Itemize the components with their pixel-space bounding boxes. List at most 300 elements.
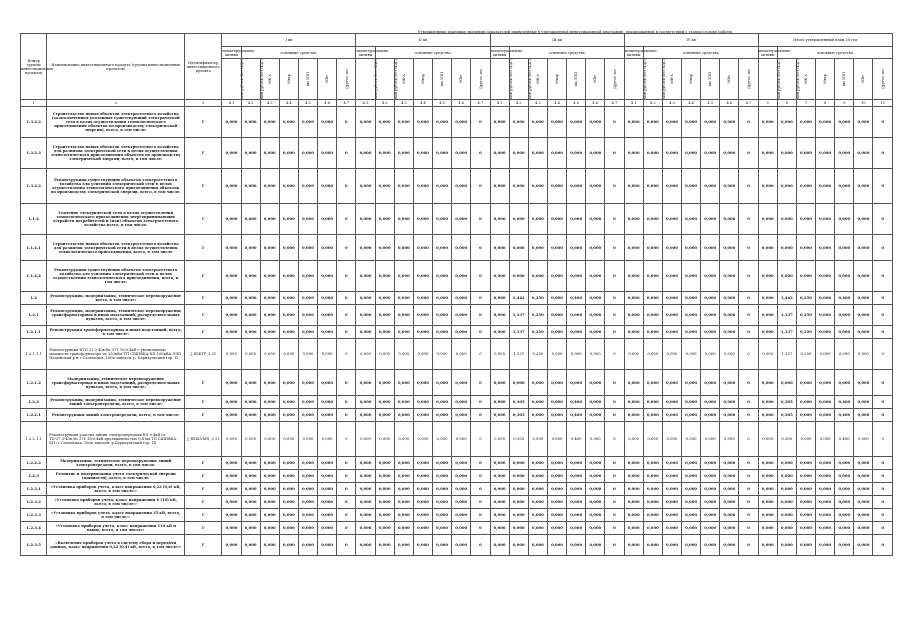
row-value-cell: 0,000 xyxy=(624,305,643,326)
row-value-cell: 0,000 xyxy=(816,409,835,422)
header-unit-label: МВ·А xyxy=(669,74,674,84)
row-value-cell: 0 xyxy=(739,422,758,457)
header-unit-label: млн рублей (без НДС) xyxy=(661,59,666,99)
row-value-cell: 0,000 xyxy=(394,483,413,496)
row-value-cell: 0 xyxy=(337,204,356,235)
row-value-cell: 0 xyxy=(471,339,490,370)
header-unit xyxy=(605,59,624,100)
row-value-cell: 0,000 xyxy=(682,107,701,138)
row-value-cell: 0,000 xyxy=(758,457,777,470)
row-value-cell: 0,000 xyxy=(318,261,337,292)
row-value-cell: 0,000 xyxy=(528,370,547,396)
column-index: 4.4 xyxy=(279,100,298,107)
row-value-cell: 0,000 xyxy=(356,509,375,522)
header-unit-label: Другое, шт xyxy=(881,69,886,89)
row-value-cell: 0,000 xyxy=(356,409,375,422)
column-index: 4.6 xyxy=(720,100,739,107)
row-value-cell: 0 xyxy=(337,422,356,457)
row-value-cell: 0 xyxy=(739,483,758,496)
row-value-cell: 0,000 xyxy=(586,509,605,522)
row-value-cell: 0,000 xyxy=(662,261,681,292)
row-value-cell: 0,000 xyxy=(547,107,566,138)
row-value-cell: 0,000 xyxy=(567,169,586,204)
row-value-cell: 0,000 xyxy=(375,509,394,522)
row-value-cell: 0,000 xyxy=(796,261,815,292)
row-value-cell: 0,000 xyxy=(586,496,605,509)
row-value-cell: 0 xyxy=(873,339,893,370)
row-value-cell: 0,000 xyxy=(567,483,586,496)
row-value-cell: 0,000 xyxy=(816,483,835,496)
header-unit-label: км ЛЭП xyxy=(842,71,847,87)
row-value-cell: 0 xyxy=(471,457,490,470)
row-value-cell: 0,000 xyxy=(413,422,432,457)
row-value-cell: 0,000 xyxy=(701,483,720,496)
row-value-cell: 0,000 xyxy=(318,292,337,305)
row-value-cell: 0,000 xyxy=(279,138,298,169)
row-value-cell: 0,000 xyxy=(394,470,413,483)
row-value-cell: 0,000 xyxy=(356,522,375,535)
row-value-cell: 0,000 xyxy=(777,509,796,522)
row-value-cell: 0,000 xyxy=(452,292,471,305)
row-value-cell: 0,250 xyxy=(528,305,547,326)
row-value-cell: 0,000 xyxy=(260,522,279,535)
row-value-cell: 0,000 xyxy=(816,422,835,457)
table-row xyxy=(21,339,893,370)
row-value-cell: 0,000 xyxy=(624,326,643,339)
row-value-cell: 0,000 xyxy=(567,522,586,535)
row-value-cell: 0 xyxy=(605,169,624,204)
row-value-cell: 0 xyxy=(337,370,356,396)
row-value-cell: 0,000 xyxy=(758,292,777,305)
row-value-cell: 0,000 xyxy=(433,457,452,470)
row-value-cell: 0,000 xyxy=(624,470,643,483)
column-index: 9 xyxy=(835,100,854,107)
row-value-cell: 0,000 xyxy=(433,496,452,509)
column-index: 4.2 xyxy=(375,100,394,107)
row-value-cell: 0,000 xyxy=(816,292,835,305)
row-value-cell: 0,000 xyxy=(662,496,681,509)
row-project-name: «Установка приборов учета, класс напряжения 110 кВ и выше, всего, в том числе:» xyxy=(47,522,185,535)
row-value-cell: 0,000 xyxy=(643,370,662,396)
table-row xyxy=(21,169,893,204)
column-index: 4.6 xyxy=(452,100,471,107)
row-value-cell: 0,000 xyxy=(835,261,854,292)
row-value-cell: 0 xyxy=(873,305,893,326)
row-value-cell: 0,000 xyxy=(758,409,777,422)
row-value-cell: 0 xyxy=(471,305,490,326)
row-value-cell: 0,000 xyxy=(758,138,777,169)
column-index: 4.1 xyxy=(624,100,643,107)
row-value-cell: 0,000 xyxy=(452,204,471,235)
row-project-name: Реконструкция, модернизация, техническое перевооружение всего, в том числе: xyxy=(47,292,185,305)
row-value-cell: 0,000 xyxy=(452,339,471,370)
row-value-cell: 0,000 xyxy=(433,292,452,305)
row-value-cell: 0,000 xyxy=(356,396,375,409)
row-value-cell: 0 xyxy=(605,457,624,470)
header-unit-label: млн рублей (без НДС) xyxy=(776,59,781,99)
row-value-cell: 0,000 xyxy=(682,292,701,305)
row-project-id: Г xyxy=(185,107,222,138)
row-value-cell: 0,000 xyxy=(394,496,413,509)
row-value-cell: 0,000 xyxy=(682,235,701,261)
row-value-cell: 0,000 xyxy=(241,457,260,470)
row-value-cell: 0,000 xyxy=(586,169,605,204)
row-value-cell: 0,000 xyxy=(777,261,796,292)
column-index: 4.3 xyxy=(662,100,681,107)
row-value-cell: 0 xyxy=(739,138,758,169)
row-value-cell: 0,000 xyxy=(279,339,298,370)
row-value-cell: 0,000 xyxy=(547,422,566,457)
row-value-cell: 0 xyxy=(873,509,893,522)
row-value-cell: 0,000 xyxy=(433,509,452,522)
column-index: 2 xyxy=(47,100,185,107)
row-value-cell: 0,000 xyxy=(528,107,547,138)
row-value-cell: 0,000 xyxy=(758,522,777,535)
row-value-cell: 0,000 xyxy=(567,235,586,261)
row-value-cell: 0,000 xyxy=(662,305,681,326)
row-value-cell: 0,000 xyxy=(375,339,394,370)
row-value-cell: 0,000 xyxy=(835,326,854,339)
row-project-id: Г xyxy=(185,496,222,509)
row-value-cell: 0,000 xyxy=(567,204,586,235)
row-value-cell: 0 xyxy=(605,496,624,509)
row-value-cell: 0,000 xyxy=(796,509,815,522)
row-value-cell: 0,000 xyxy=(318,305,337,326)
row-value-cell: 0,000 xyxy=(490,396,509,409)
header-unit xyxy=(739,59,758,100)
column-index: 4.1 xyxy=(490,100,509,107)
row-value-cell: 0,250 xyxy=(796,292,815,305)
header-unit xyxy=(471,59,490,100)
row-number: 1.2.1.2 xyxy=(21,370,47,396)
row-value-cell: 0,000 xyxy=(567,138,586,169)
row-value-cell: 0,000 xyxy=(567,509,586,522)
row-value-cell: 0,000 xyxy=(643,326,662,339)
row-value-cell: 0,000 xyxy=(222,457,241,470)
row-value-cell: 0 xyxy=(605,305,624,326)
row-value-cell: 0,000 xyxy=(490,235,509,261)
row-value-cell: 0,000 xyxy=(816,235,835,261)
column-index: 5 xyxy=(758,100,777,107)
row-project-name: Строительство новых объектов электросетевого хозяйства для развития электрической сети в целях осуществления технологического присоединения, всего, в том числе xyxy=(47,235,185,261)
row-value-cell: 0,000 xyxy=(777,204,796,235)
header-unit-label: млн рублей (без НДС) xyxy=(374,59,379,99)
row-value-cell: 0,000 xyxy=(816,370,835,396)
row-value-cell: 0,000 xyxy=(279,204,298,235)
row-value-cell: 0,000 xyxy=(720,496,739,509)
header-unit xyxy=(720,59,739,100)
row-value-cell: 0,000 xyxy=(241,396,260,409)
row-number: 1.2.3.1 xyxy=(21,483,47,496)
row-value-cell: 0,000 xyxy=(260,292,279,305)
row-project-name: Модернизация, техническое перевооружение трансформаторных и иных подстанций, распределительных пунктов, всего, в том числе: xyxy=(47,370,185,396)
row-number: 1.2.2 xyxy=(21,396,47,409)
header-unit-label: МВт xyxy=(325,75,330,83)
row-value-cell: 0,000 xyxy=(816,339,835,370)
row-value-cell: 0,000 xyxy=(222,305,241,326)
row-value-cell: 0,000 xyxy=(528,470,547,483)
row-value-cell: 0,000 xyxy=(701,409,720,422)
header-unit xyxy=(816,59,835,100)
row-value-cell: 0,000 xyxy=(452,169,471,204)
row-value-cell: 0,000 xyxy=(854,509,873,522)
row-value-cell: 0,000 xyxy=(835,204,854,235)
row-value-cell: 0,000 xyxy=(318,169,337,204)
row-value-cell: 0,000 xyxy=(433,409,452,422)
row-value-cell: 0,000 xyxy=(241,483,260,496)
row-value-cell: 0 xyxy=(337,292,356,305)
row-value-cell: 0,000 xyxy=(758,370,777,396)
row-value-cell: 0,000 xyxy=(701,204,720,235)
table-row xyxy=(21,292,893,305)
table-header xyxy=(21,34,893,107)
row-value-cell: 0,000 xyxy=(318,470,337,483)
row-value-cell: 0,000 xyxy=(777,522,796,535)
column-index: 6 xyxy=(777,100,796,107)
row-value-cell: 0,000 xyxy=(758,261,777,292)
row-value-cell: 0,000 xyxy=(222,409,241,422)
row-value-cell: 0,000 xyxy=(682,169,701,204)
row-value-cell: 0,000 xyxy=(490,409,509,422)
row-value-cell: 0,000 xyxy=(835,522,854,535)
row-value-cell: 0 xyxy=(739,292,758,305)
row-value-cell: 0,000 xyxy=(701,138,720,169)
row-project-id: Г xyxy=(185,235,222,261)
row-value-cell: 0,000 xyxy=(662,535,681,556)
row-value-cell: 0,000 xyxy=(260,339,279,370)
column-index: 4.2 xyxy=(509,100,528,107)
row-value-cell: 0,000 xyxy=(758,422,777,457)
row-value-cell: 0,000 xyxy=(816,138,835,169)
row-value-cell: 0,000 xyxy=(356,457,375,470)
row-value-cell: 0 xyxy=(605,396,624,409)
row-value-cell: 0,000 xyxy=(547,235,566,261)
investment-program-table xyxy=(20,33,893,556)
row-value-cell: 0,000 xyxy=(720,370,739,396)
row-value-cell: 0 xyxy=(739,339,758,370)
row-value-cell: 0,000 xyxy=(279,522,298,535)
row-value-cell: 0,000 xyxy=(758,483,777,496)
row-value-cell: 0 xyxy=(739,522,758,535)
row-value-cell: 0,000 xyxy=(720,261,739,292)
row-value-cell: 0,000 xyxy=(624,409,643,422)
row-value-cell: 0,000 xyxy=(662,138,681,169)
row-value-cell: 0,000 xyxy=(586,535,605,556)
row-value-cell: 0,000 xyxy=(509,457,528,470)
row-value-cell: 0,000 xyxy=(413,107,432,138)
row-value-cell: 0,000 xyxy=(777,457,796,470)
row-value-cell: 0,000 xyxy=(490,261,509,292)
header-intangible-assets: нематериальные активы xyxy=(758,48,791,57)
row-project-name: Реконструкция существующих объектов электросетевого хозяйства для усиления электрической сети в целях осуществления технологического присоединения объектов по производству электрической энергии, всего, в том числе: xyxy=(47,169,185,204)
header-unit xyxy=(222,59,245,100)
row-value-cell: 0,000 xyxy=(624,496,643,509)
row-value-cell: 0,000 xyxy=(643,235,662,261)
row-value-cell: 0,000 xyxy=(413,138,432,169)
row-value-cell: 0,000 xyxy=(509,169,528,204)
row-value-cell: 0,000 xyxy=(394,326,413,339)
row-value-cell: 0,000 xyxy=(509,370,528,396)
row-number: 1.2.2.1.1 xyxy=(21,422,47,457)
row-value-cell: 0,000 xyxy=(375,535,394,556)
header-unit-label: км ЛЭП xyxy=(440,71,445,87)
row-value-cell: 0,000 xyxy=(279,107,298,138)
row-value-cell: 0,000 xyxy=(643,261,662,292)
row-value-cell: 0,000 xyxy=(375,292,394,305)
row-value-cell: 0,400 xyxy=(567,292,586,305)
header-q3: III кв xyxy=(490,34,624,47)
row-value-cell: 0,000 xyxy=(662,483,681,496)
row-value-cell: 0,000 xyxy=(260,235,279,261)
row-value-cell: 0,000 xyxy=(701,292,720,305)
row-value-cell: 0,000 xyxy=(298,138,317,169)
row-value-cell: 0,000 xyxy=(222,138,241,169)
row-value-cell: 0 xyxy=(739,370,758,396)
row-value-cell: 0,000 xyxy=(835,457,854,470)
row-value-cell: 0,000 xyxy=(452,457,471,470)
row-value-cell: 0,000 xyxy=(241,522,260,535)
row-number: 1.2.3.5 xyxy=(21,535,47,556)
row-value-cell: 0,000 xyxy=(222,496,241,509)
row-value-cell: 0,000 xyxy=(394,535,413,556)
row-value-cell: 0 xyxy=(739,396,758,409)
row-value-cell: 0 xyxy=(739,470,758,483)
row-value-cell: 0,000 xyxy=(452,370,471,396)
row-value-cell: 0 xyxy=(605,326,624,339)
row-value-cell: 0 xyxy=(739,326,758,339)
row-value-cell: 0 xyxy=(873,535,893,556)
row-value-cell: 0,000 xyxy=(586,235,605,261)
row-value-cell: 0,000 xyxy=(701,522,720,535)
table-row xyxy=(21,396,893,409)
row-value-cell: 0,000 xyxy=(413,509,432,522)
column-index: 1 xyxy=(21,100,47,107)
header-unit xyxy=(375,59,398,100)
row-value-cell: 0,000 xyxy=(260,326,279,339)
row-value-cell: 0 xyxy=(739,107,758,138)
column-index: 4.3 xyxy=(260,100,279,107)
row-value-cell: 0,000 xyxy=(509,509,528,522)
row-value-cell: 0,000 xyxy=(298,339,317,370)
row-value-cell: 0,000 xyxy=(318,396,337,409)
row-number: 1.2.3.3 xyxy=(21,509,47,522)
row-value-cell: 0,000 xyxy=(835,496,854,509)
row-value-cell: 0,000 xyxy=(260,535,279,556)
row-value-cell: 0 xyxy=(873,204,893,235)
row-value-cell: 0 xyxy=(471,483,490,496)
row-value-cell: 0,000 xyxy=(662,370,681,396)
row-value-cell: 0,000 xyxy=(413,326,432,339)
row-value-cell: 0,000 xyxy=(835,483,854,496)
row-project-id: Г xyxy=(185,470,222,483)
header-unit xyxy=(854,59,873,100)
row-value-cell: 0,000 xyxy=(394,235,413,261)
row-value-cell: 0,000 xyxy=(413,470,432,483)
table-row xyxy=(21,204,893,235)
row-value-cell: 0,000 xyxy=(586,396,605,409)
row-value-cell: 0 xyxy=(337,326,356,339)
row-number: 1.2.1 xyxy=(21,305,47,326)
row-value-cell: 0,000 xyxy=(547,370,566,396)
row-value-cell: 0,000 xyxy=(854,169,873,204)
row-value-cell: 0,000 xyxy=(567,305,586,326)
row-value-cell: 0,000 xyxy=(452,235,471,261)
row-value-cell: 0,000 xyxy=(662,422,681,457)
row-value-cell: 0 xyxy=(605,235,624,261)
row-value-cell: 0 xyxy=(471,138,490,169)
row-value-cell: 0,000 xyxy=(777,470,796,483)
header-unit xyxy=(318,59,337,100)
row-value-cell: 0,250 xyxy=(528,326,547,339)
row-value-cell: 0,000 xyxy=(701,169,720,204)
row-project-name: Реконструкция существующих объектов электросетевого хозяйства для усиления электрической сети в целях осуществления технологического присоединения, всего, в том числе: xyxy=(47,261,185,292)
row-project-name: Реконструкция, модернизация, техническое перевооружение линий электропередачи, всего, в том числе: xyxy=(47,396,185,409)
column-index: 4.5 xyxy=(567,100,586,107)
header-unit-label: млн рублей (без НДС) xyxy=(393,59,398,99)
row-value-cell: 0,000 xyxy=(796,483,815,496)
row-value-cell: 0,000 xyxy=(375,326,394,339)
row-value-cell: 0,000 xyxy=(854,138,873,169)
row-value-cell: 0,000 xyxy=(222,483,241,496)
table-row xyxy=(21,509,893,522)
row-value-cell: 0,000 xyxy=(375,305,394,326)
row-value-cell: 0,000 xyxy=(260,470,279,483)
row-value-cell: 0,000 xyxy=(777,235,796,261)
row-value-cell: 0,000 xyxy=(490,483,509,496)
row-project-id: Г xyxy=(185,457,222,470)
row-value-cell: 0,000 xyxy=(701,535,720,556)
row-value-cell: 0,000 xyxy=(586,138,605,169)
header-fixed-assets: основные средства xyxy=(241,47,356,59)
header-unit xyxy=(547,59,566,100)
row-value-cell: 0,000 xyxy=(356,535,375,556)
row-value-cell: 0 xyxy=(337,169,356,204)
row-value-cell: 0,000 xyxy=(758,204,777,235)
row-value-cell: 0,000 xyxy=(720,305,739,326)
row-value-cell: 0,000 xyxy=(241,496,260,509)
table-row xyxy=(21,535,893,556)
row-value-cell: 0,000 xyxy=(413,535,432,556)
row-value-cell: 0,000 xyxy=(356,422,375,457)
header-project-id: Идентификатор инвестиционного проекта xyxy=(185,34,222,100)
row-value-cell: 0 xyxy=(471,370,490,396)
row-value-cell: 0,000 xyxy=(528,396,547,409)
row-value-cell: 0,000 xyxy=(490,509,509,522)
row-value-cell: 0,000 xyxy=(816,305,835,326)
row-value-cell: 0,000 xyxy=(222,509,241,522)
row-value-cell: 0,000 xyxy=(298,483,317,496)
row-value-cell: 0 xyxy=(605,483,624,496)
row-value-cell: 0,000 xyxy=(279,535,298,556)
row-value-cell: 0,000 xyxy=(241,138,260,169)
row-value-cell: 0 xyxy=(471,169,490,204)
row-value-cell: 0,000 xyxy=(624,339,643,370)
row-value-cell: 0,000 xyxy=(318,509,337,522)
column-index: 4.2 xyxy=(643,100,662,107)
row-value-cell: 0,305 xyxy=(777,396,796,409)
row-value-cell: 0,000 xyxy=(720,107,739,138)
header-unit-label: МВ·А xyxy=(535,74,540,84)
row-value-cell: 0,000 xyxy=(682,339,701,370)
row-value-cell: 0,000 xyxy=(490,535,509,556)
row-value-cell: 0,000 xyxy=(835,235,854,261)
row-value-cell: 0,000 xyxy=(796,107,815,138)
row-value-cell: 0,000 xyxy=(624,204,643,235)
row-value-cell: 0 xyxy=(873,396,893,409)
row-value-cell: 0,000 xyxy=(758,509,777,522)
row-value-cell: 0,000 xyxy=(758,496,777,509)
row-value-cell: 0,400 xyxy=(835,292,854,305)
